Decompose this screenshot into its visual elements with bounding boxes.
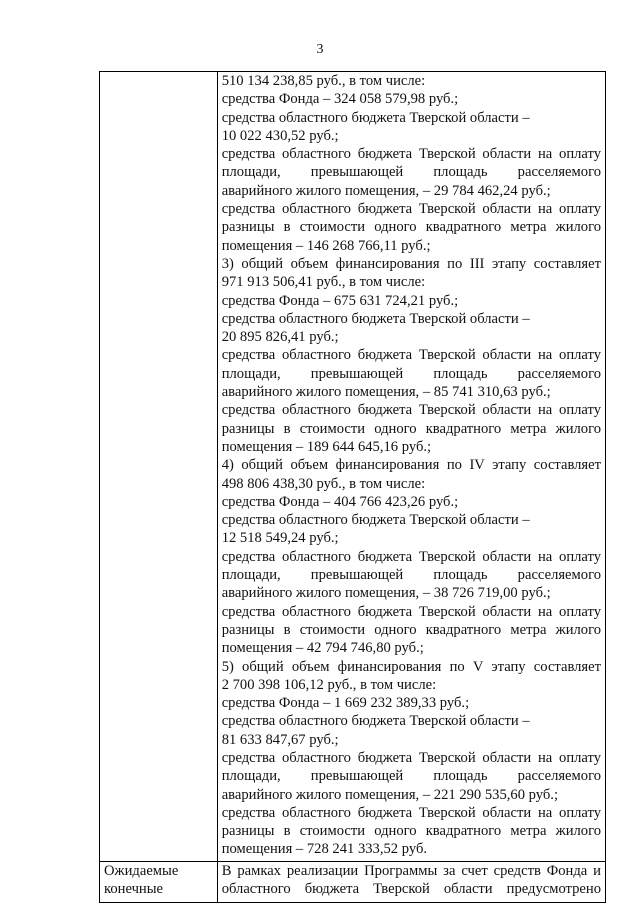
text-line: 4) общий объем финансирования по IV этапу составляет (221, 457, 601, 474)
program-passport-table (99, 71, 606, 903)
text-line: средства Фонда – 324 058 579,98 руб.; (221, 91, 459, 108)
table-row (100, 861, 606, 902)
text-line: средства областного бюджета Тверской области на оплату (221, 402, 601, 419)
text-line: аварийного жилого помещения, – 29 784 462,24 руб.; (221, 182, 551, 199)
row-heading-line: Ожидаемые (104, 862, 179, 879)
text-line: 971 913 506,41 руб., в том числе: (221, 274, 426, 291)
text-line: помещения – 189 644 645,16 руб.; (221, 438, 432, 455)
text-line: разницы в стоимости одного квадратного метра жилого (221, 823, 601, 840)
table-row (100, 72, 606, 862)
text-line: разницы в стоимости одного квадратного метра жилого (221, 420, 601, 437)
text-line: 10 022 430,52 руб.; (221, 127, 339, 144)
text-line: площади, превышающей площадь расселяемого (221, 567, 601, 584)
text-line: разницы в стоимости одного квадратного метра жилого (221, 621, 601, 638)
text-line: средства областного бюджета Тверской области на оплату (221, 749, 601, 766)
text-line: 2 700 398 106,12 руб., в том числе: (221, 676, 437, 693)
text-line: областного бюджета Тверской области предусмотрено (221, 881, 601, 898)
row-heading-cell (100, 72, 218, 862)
text-line: 20 895 826,41 руб.; (221, 329, 339, 346)
text-line: средства областного бюджета Тверской области – (221, 109, 530, 126)
text-line: средства областного бюджета Тверской области на оплату (221, 548, 601, 565)
text-line: средства областного бюджета Тверской области на оплату (221, 603, 601, 620)
row-heading-line: конечные (104, 881, 164, 898)
text-line: аварийного жилого помещения, – 85 741 310,63 руб.; (221, 384, 551, 401)
text-line: 12 518 549,24 руб.; (221, 530, 339, 547)
text-line: средства Фонда – 1 669 232 389,33 руб.; (221, 695, 470, 712)
text-line: средства областного бюджета Тверской области на оплату (221, 146, 601, 163)
text-line: площади, превышающей площадь расселяемого (221, 164, 601, 181)
text-line: 81 633 847,67 руб.; (221, 731, 339, 748)
text-line: разницы в стоимости одного квадратного метра жилого (221, 219, 601, 236)
text-line: аварийного жилого помещения, – 38 726 719,00 руб.; (221, 585, 551, 602)
text-line: площади, превышающей площадь расселяемого (221, 365, 601, 382)
text-line: аварийного жилого помещения, – 221 290 535,60 руб.; (221, 786, 558, 803)
row-heading-cell (100, 861, 218, 902)
text-line: помещения – 146 268 766,11 руб.; (221, 237, 431, 254)
text-line: средства областного бюджета Тверской области – (221, 310, 530, 327)
text-line: 3) общий объем финансирования по III этапу составляет (221, 255, 601, 272)
text-line: 498 806 438,30 руб., в том числе: (221, 475, 426, 492)
text-line: средства Фонда – 675 631 724,21 руб.; (221, 292, 459, 309)
text-line: 510 134 238,85 руб., в том числе: (221, 73, 426, 89)
text-line: помещения – 42 794 746,80 руб.; (221, 640, 424, 657)
page-number: 3 (316, 42, 324, 57)
text-line: 5) общий объем финансирования по V этапу составляет (221, 658, 601, 675)
text-line: площади, превышающей площадь расселяемого (221, 768, 601, 785)
text-line: В рамках реализации Программы за счет средств Фонда и (221, 862, 601, 879)
expected-results-cell (217, 861, 605, 902)
text-line: средства областного бюджета Тверской области на оплату (221, 347, 601, 364)
text-line: средства областного бюджета Тверской области – (221, 713, 530, 730)
text-line: средства областного бюджета Тверской области на оплату (221, 201, 601, 218)
text-line: средства Фонда – 404 766 423,26 руб.; (221, 493, 459, 510)
financing-details-cell (217, 72, 605, 862)
text-line: помещения – 728 241 333,52 руб. (221, 841, 428, 858)
text-line: средства областного бюджета Тверской области на оплату (221, 804, 601, 821)
text-line: средства областного бюджета Тверской области – (221, 512, 530, 529)
